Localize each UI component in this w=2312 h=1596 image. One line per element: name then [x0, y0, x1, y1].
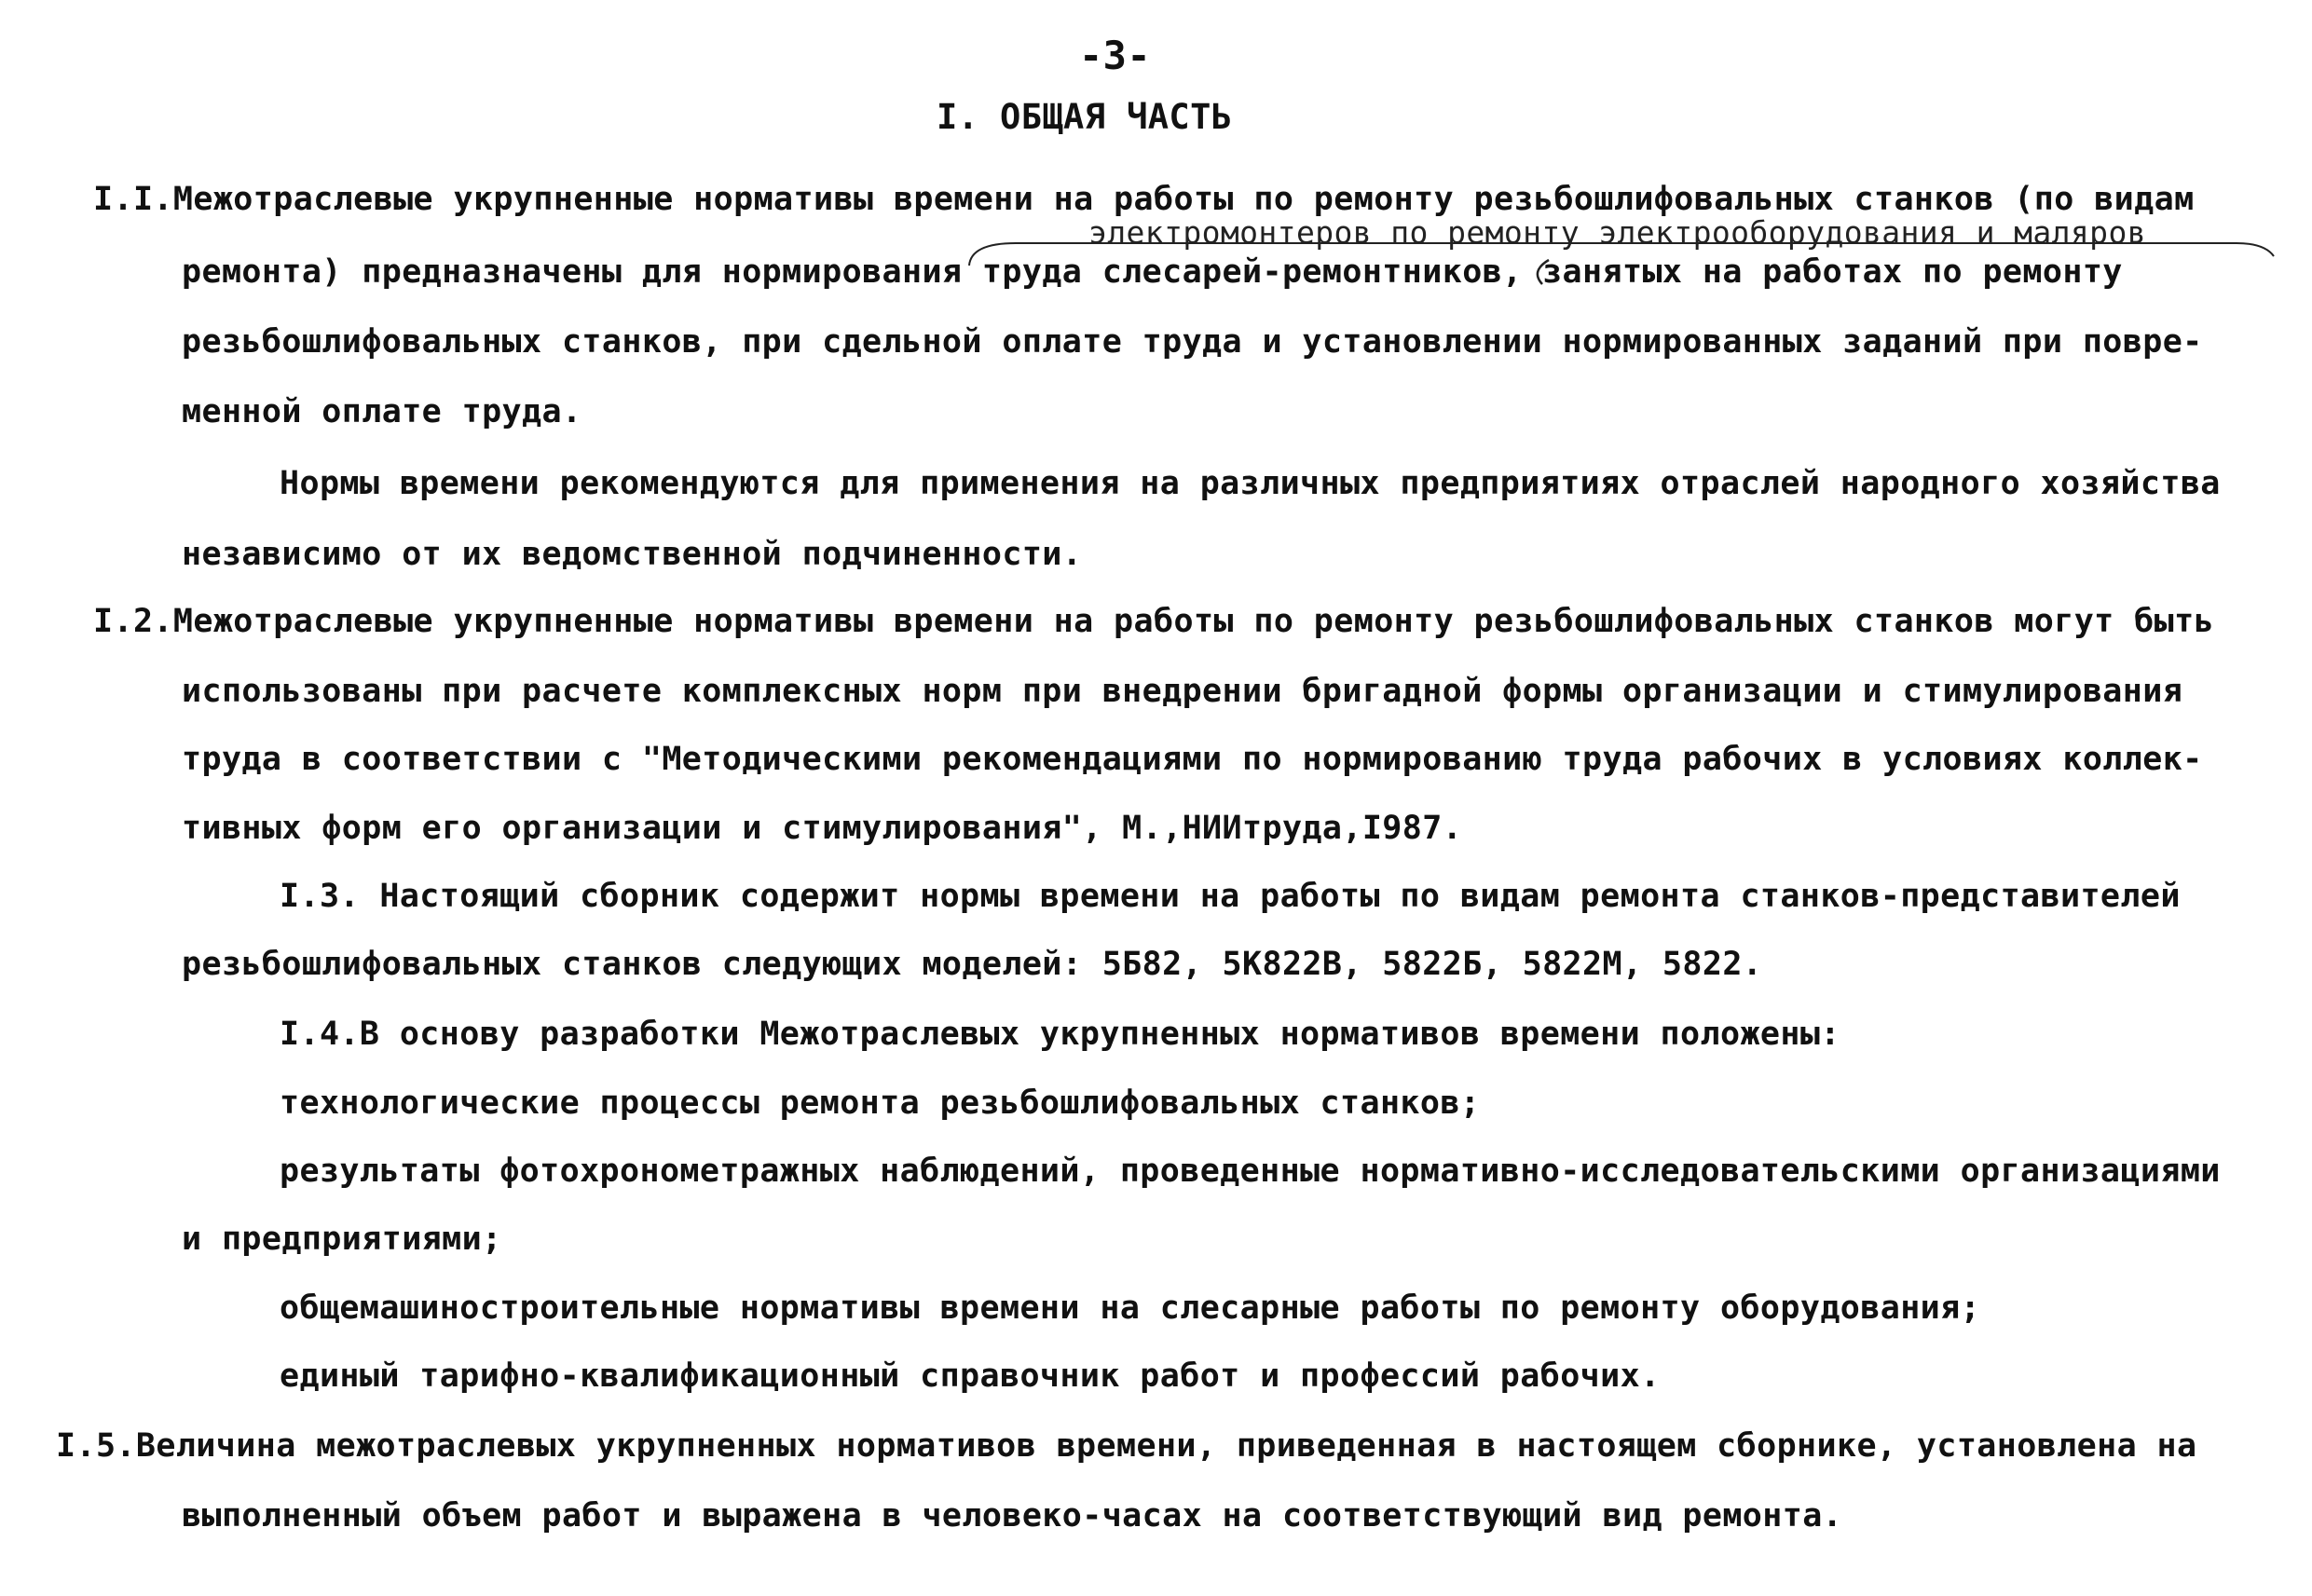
paragraph-line: Нормы времени рекомендуются для применения на различных предприятиях отраслей народного хозяйства — [280, 465, 2221, 502]
paragraph-line: I.3. Настоящий сборник содержит нормы времени на работы по видам ремонта станков-представителей — [280, 878, 2181, 915]
paragraph-line: резьбошлифовальных станков следующих моделей: 5Б82, 5К822В, 5822Б, 5822М, 5822. — [182, 946, 1763, 983]
paragraph-line: результаты фотохронометражных наблюдений, проведенные нормативно-исследовательскими организациями — [280, 1153, 2221, 1190]
paragraph-line: тивных форм его организации и стимулирования", М.,НИИтруда,I987. — [182, 810, 1463, 847]
paragraph-line: независимо от их ведомственной подчиненности. — [182, 536, 1083, 573]
paragraph-line: и предприятиями; — [182, 1221, 502, 1258]
paragraph-line: выполненный объем работ и выражена в человеко-часах на соответствующий вид ремонта. — [182, 1497, 1843, 1535]
paragraph-line: I.4.В основу разработки Межотраслевых укрупненных нормативов времени положены: — [280, 1016, 1840, 1053]
paragraph-line: единый тарифно-квалификационный справочник работ и профессий рабочих. — [280, 1357, 1661, 1395]
paragraph-line: использованы при расчете комплексных норм при внедрении бригадной формы организации и стимулирования — [182, 673, 2183, 710]
paragraph-line: общемашиностроительные нормативы времени на слесарные работы по ремонту оборудования; — [280, 1289, 1981, 1327]
paragraph-line: I.2.Межотраслевые укрупненные нормативы времени на работы по ремонту резьбошлифовальных станков могут быть — [93, 603, 2215, 640]
handwritten-insertion-text: электромонтеров по ремонту электрооборудования и маляров — [1088, 214, 2146, 251]
paragraph-line: ремонта) предназначены для нормирования труда слесарей-ремонтников, занятых на работах по ремонту — [182, 253, 2123, 291]
section-title: I. ОБЩАЯ ЧАСТЬ — [937, 97, 1233, 137]
paragraph-line: I.I.Межотраслевые укрупненные нормативы времени на работы по ремонту резьбошлифовальных станков (по видам — [93, 181, 2195, 218]
paragraph-line: резьбошлифовальных станков, при сдельной оплате труда и установлении нормированных заданий при повре- — [182, 323, 2203, 361]
paragraph-line: технологические процессы ремонта резьбошлифовальных станков; — [280, 1084, 1481, 1122]
paragraph-line: I.5.Величина межотраслевых укрупненных нормативов времени, приведенная в настоящем сборнике, установлена на — [56, 1427, 2197, 1465]
paragraph-line: труда в соответствии с "Методическими рекомендациями по нормированию труда рабочих в условиях коллек- — [182, 741, 2203, 778]
paragraph-line: менной оплате труда. — [182, 393, 582, 430]
page-number: -3- — [1079, 33, 1152, 78]
